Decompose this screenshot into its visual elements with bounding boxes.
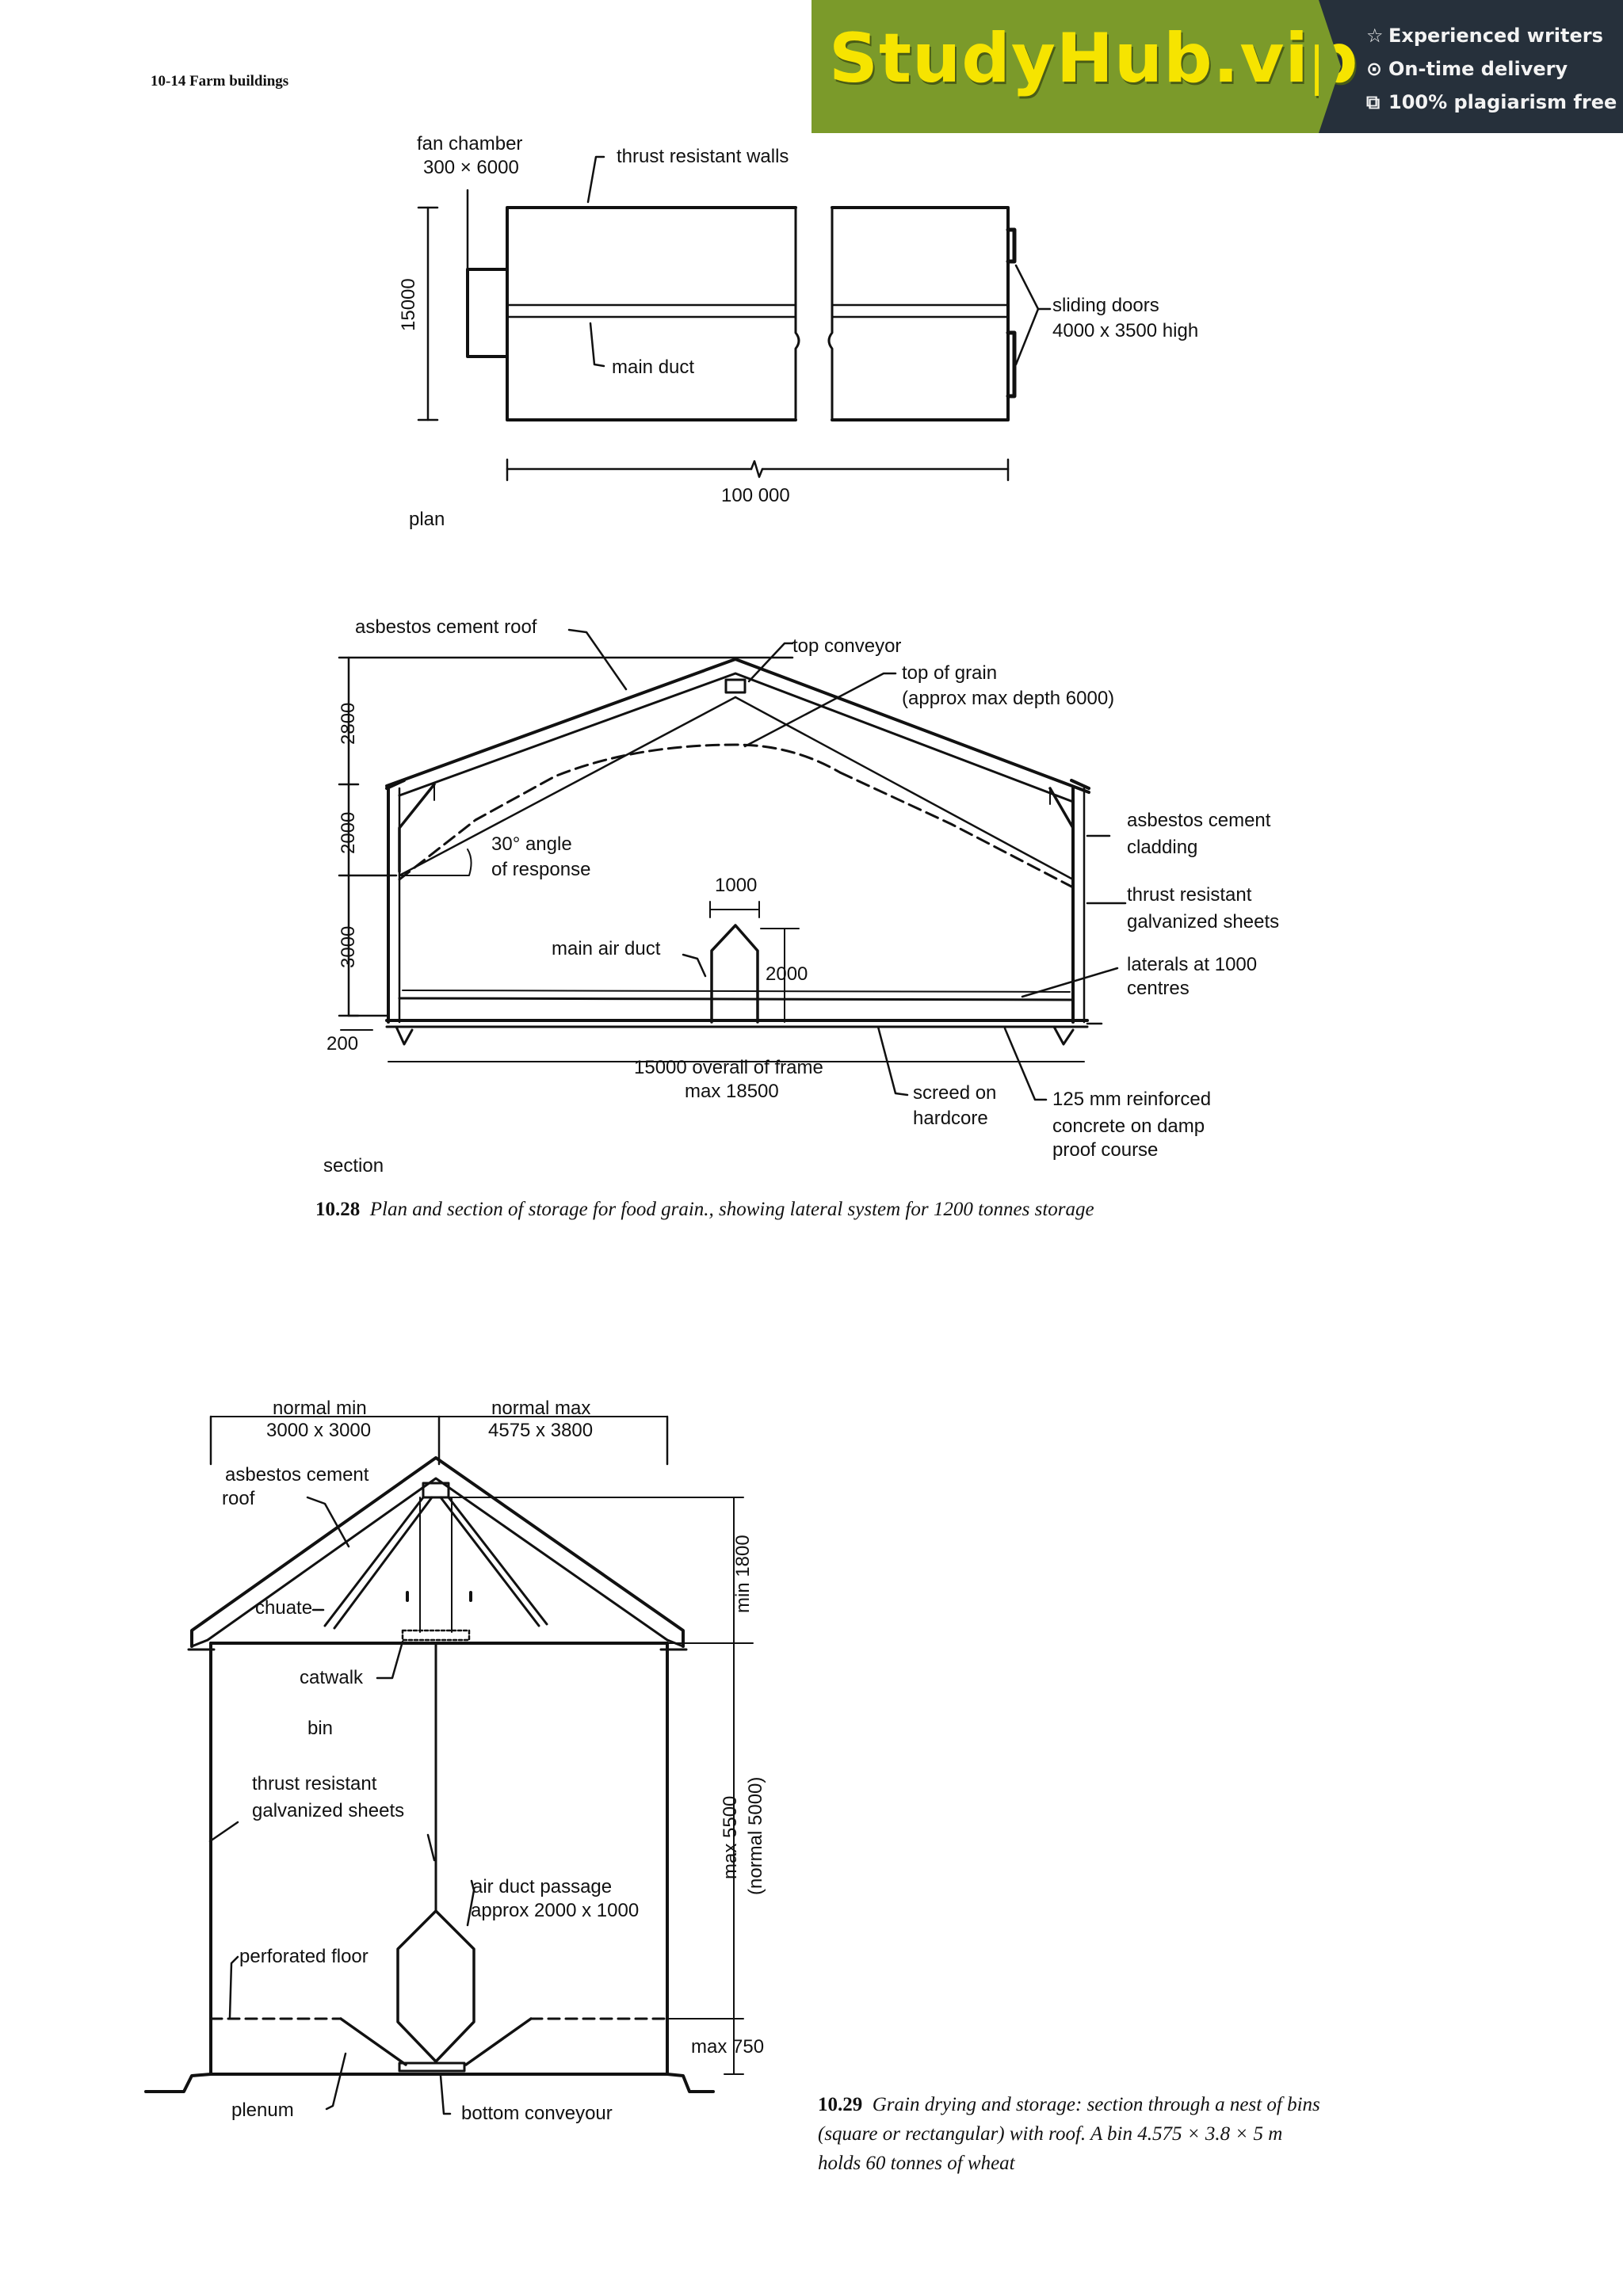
angle-label-2: of response xyxy=(491,859,591,880)
dim-200: 200 xyxy=(327,1033,359,1055)
bottom-conveyour-label: bottom conveyour xyxy=(461,2103,613,2124)
caption-number: 10.28 xyxy=(315,1199,361,1220)
dim-3000: 3000 xyxy=(338,925,359,968)
figure-10-28-caption xyxy=(315,1195,1094,1224)
main-duct-label: main duct xyxy=(612,357,695,378)
bin-roof-label-2: roof xyxy=(222,1488,255,1509)
perforated-floor-label: perforated floor xyxy=(239,1946,369,1967)
top-conveyor-label: top conveyor xyxy=(792,635,902,657)
screed-label: screed on xyxy=(913,1082,997,1104)
plenum-label: plenum xyxy=(231,2100,294,2121)
top-grain-label: top of grain xyxy=(902,662,998,684)
bin-drawing xyxy=(146,1417,753,2114)
bin-thrust-label-2: galvanized sheets xyxy=(252,1800,405,1821)
thrust-sheets-label: thrust resistant xyxy=(1127,884,1252,906)
laterals-label: laterals at 1000 xyxy=(1127,954,1258,975)
star-icon: ☆ xyxy=(1366,25,1384,47)
normal-5000-dim: (normal 5000) xyxy=(745,1776,766,1895)
top-grain-depth: (approx max depth 6000) xyxy=(902,688,1115,709)
caption-text: Plan and section of storage for food grain., showing lateral system for 1200 tonnes storage xyxy=(369,1199,1094,1220)
fan-chamber-label: fan chamber xyxy=(417,133,523,154)
figure-10-29-caption xyxy=(818,2090,1320,2178)
cladding-label: asbestos cement xyxy=(1127,810,1271,831)
plan-width-dim: 15000 xyxy=(398,278,419,331)
laterals-label-2: centres xyxy=(1127,978,1190,999)
catwalk-label: catwalk xyxy=(300,1667,364,1688)
normal-min-size: 3000 x 3000 xyxy=(266,1420,372,1441)
main-air-duct-label: main air duct xyxy=(552,938,661,959)
roof-label: asbestos cement roof xyxy=(355,616,537,638)
screed-label-2: hardcore xyxy=(913,1108,988,1129)
sliding-doors-label: sliding doors xyxy=(1052,295,1159,316)
bin-roof-label: asbestos cement xyxy=(225,1464,369,1486)
dim-2000: 2000 xyxy=(338,811,359,854)
feature-plagiarism: ⧉ 100% plagiarism free xyxy=(1366,86,1623,119)
chuate-label: chuate xyxy=(255,1597,313,1619)
normal-min-label: normal min xyxy=(273,1398,367,1419)
sliding-doors-size: 4000 x 3500 high xyxy=(1052,320,1199,341)
concrete-label-3: proof course xyxy=(1052,1139,1159,1161)
bin-label: bin xyxy=(307,1718,334,1739)
caption-line-2: (square or rectangular) with roof. A bin 4.575 × 3.8 × 5 m xyxy=(818,2123,1283,2145)
section-view-label: section xyxy=(323,1155,384,1177)
feature-delivery: ⊙ On-time delivery xyxy=(1366,52,1623,86)
thrust-sheets-label-2: galvanized sheets xyxy=(1127,911,1280,933)
duct-width-dim: 1000 xyxy=(715,875,758,896)
bin-thrust-label: thrust resistant xyxy=(252,1773,377,1794)
normal-max-label: normal max xyxy=(491,1398,591,1419)
max-750-dim: max 750 xyxy=(691,2036,765,2058)
caption-number: 10.29 xyxy=(818,2094,863,2115)
cladding-label-2: cladding xyxy=(1127,837,1198,858)
thrust-walls-label: thrust resistant walls xyxy=(617,146,789,167)
plan-view-label: plan xyxy=(409,509,445,530)
fan-chamber-size: 300 × 6000 xyxy=(423,157,519,178)
caption-line-1: 10.29 Grain drying and storage: section through a nest of bins xyxy=(818,2094,1320,2115)
caption-line-3: holds 60 tonnes of wheat xyxy=(818,2153,1015,2174)
overall-frame-max: max 18500 xyxy=(685,1081,779,1102)
normal-max-size: 4575 x 3800 xyxy=(488,1420,594,1441)
concrete-label-2: concrete on damp xyxy=(1052,1116,1205,1137)
dim-2800: 2800 xyxy=(338,702,359,745)
feature-writers: ☆ Experienced writers xyxy=(1366,19,1623,52)
air-duct-passage-label: air duct passage xyxy=(472,1876,613,1897)
copy-icon: ⧉ xyxy=(1366,91,1381,113)
min-1800-dim: min 1800 xyxy=(732,1535,754,1613)
overall-frame-label: 15000 overall of frame xyxy=(634,1057,823,1078)
page-header: 10-14 Farm buildings xyxy=(151,73,289,90)
studyhub-logo[interactable]: StudyHub.vip xyxy=(829,19,1359,98)
clock-icon: ⊙ xyxy=(1366,58,1383,80)
air-duct-passage-size: approx 2000 x 1000 xyxy=(471,1900,640,1921)
plan-length-dim: 100 000 xyxy=(721,485,790,506)
duct-height-dim: 2000 xyxy=(766,963,808,985)
plan-drawing xyxy=(418,157,1050,480)
concrete-label: 125 mm reinforced xyxy=(1052,1089,1212,1110)
angle-label: 30° angle xyxy=(491,833,572,855)
max-5500-dim: max 5500 xyxy=(720,1795,741,1879)
